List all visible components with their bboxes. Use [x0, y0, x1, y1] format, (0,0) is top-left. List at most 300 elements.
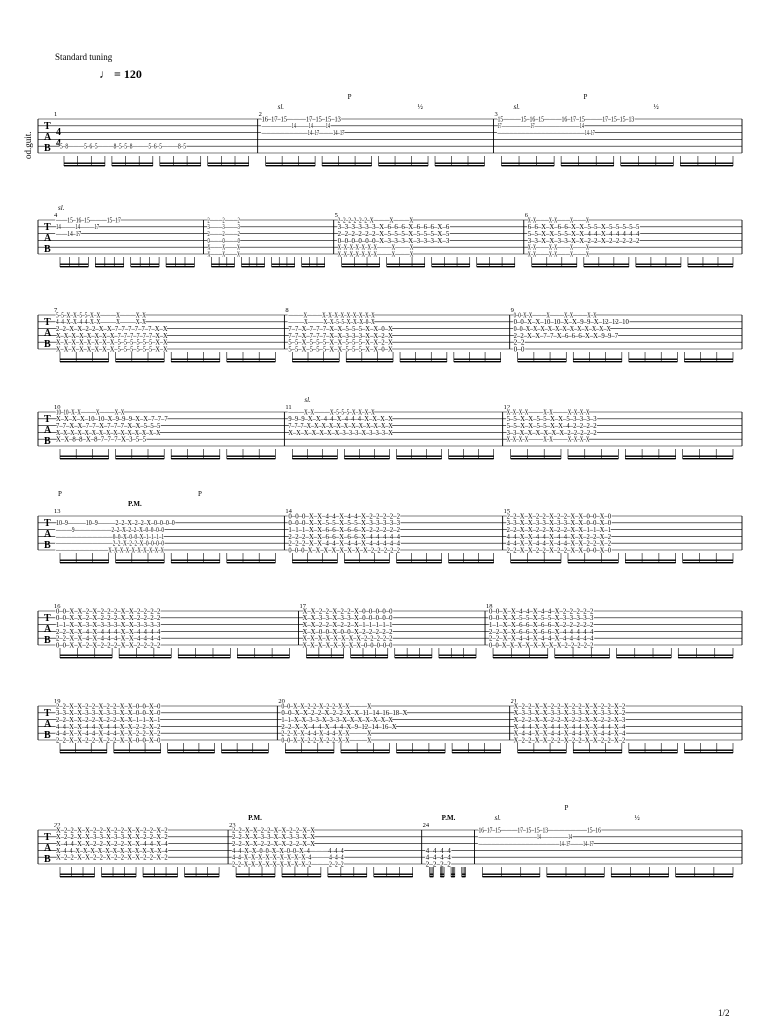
fret-numbers: 2———2———2 [207, 216, 241, 225]
beam [454, 359, 501, 360]
beam [451, 874, 455, 875]
fret-numbers: 0–0–0–0–0–0–X–3–3–3–X–3–3–3–X–3 [337, 236, 450, 245]
fret-numbers: X–X–X–X–X–X–X–3–3–3–X–3–3–3–X [288, 428, 393, 437]
fret-numbers: 9–9–9–X–X–4–4–X–4–4–4–X–X–X–X [288, 415, 393, 424]
beam [171, 359, 220, 360]
beam [227, 361, 276, 362]
tab-clef-letter: B [44, 436, 51, 447]
fret-numbers: 4–4–4–4 [425, 853, 452, 862]
beam [237, 655, 289, 656]
tab-system [38, 204, 742, 267]
measure-number: 8 [285, 307, 289, 314]
beam [116, 562, 165, 563]
beam [435, 163, 484, 164]
beam [344, 562, 389, 563]
beam [346, 359, 393, 360]
articulation-mark: P.M. [248, 814, 262, 822]
fret-numbers: X–X–X–X–X–X–X———X———X [337, 243, 414, 252]
fret-numbers: 7–7–7–X–X–X–X–X–X–X–X–X–X–X–X [288, 422, 393, 430]
tab-clef-letter: T [44, 832, 51, 843]
fret-numbers: ———X———X–X–X–X–X–X–X–X–X [287, 311, 375, 320]
tab-clef-letter: T [44, 121, 51, 132]
measure-number: 12 [503, 404, 511, 411]
beam [678, 655, 733, 656]
fret-numbers: 2–2–X–X–3–3–X–X–3–3–X–X [232, 833, 315, 842]
fret-numbers: 0–0–X–X–2–2–X–2–2–X–X———X [281, 702, 372, 711]
fret-numbers: X–2–2–X–X–2–2–X–2–2–X–X–2–2–X–2 [56, 826, 169, 835]
fret-numbers: 1–1–X–X–3–X–3–3–3–X–X–3–3–3–3 [56, 621, 161, 629]
beam [171, 456, 220, 457]
articulation-mark: sl. [494, 814, 501, 822]
fret-numbers: 2–2–X–X–2–2–X–X–2–2–X–X [232, 826, 315, 835]
beam [501, 163, 554, 164]
beam [676, 874, 733, 875]
beam [342, 266, 380, 267]
beam [60, 752, 107, 753]
beam [629, 750, 678, 751]
tempo-value: = 120 [114, 67, 142, 81]
beam [430, 874, 434, 875]
beam [400, 359, 447, 360]
beam [568, 562, 618, 563]
tab-system [38, 490, 742, 563]
fret-numbers: 2–2–X–X–2–2–X–2–2–X–X–0–0–X–0 [506, 546, 612, 555]
fret-numbers: 2———2———2 [207, 230, 241, 238]
tab-clef-letter: A [44, 624, 52, 635]
tab-clef-letter: T [44, 414, 51, 425]
fret-numbers: X–4–4–X–X–4–4–X–4–4–X–X–4–4–X–4 [513, 722, 626, 731]
beam [160, 163, 201, 164]
fret-numbers: 3–3–X–X–3–3–X–X–2–2–X–2–2–2–2–2 [527, 236, 640, 245]
beam [211, 264, 234, 265]
beam [432, 266, 470, 267]
beam [454, 361, 501, 362]
fret-numbers: 17———————17———————————14 [497, 122, 585, 131]
fret-numbers: 4–4–X–X–0–0–X–X–0–0–X–4———4–4–4 [232, 846, 345, 855]
beam [435, 165, 484, 166]
tab-system [38, 396, 742, 459]
beam [449, 560, 494, 561]
measure-number: 14 [285, 508, 292, 515]
beam [341, 750, 390, 751]
fret-numbers: 3–3–3–3–3–3–X–6–6–6–X–6–6–6–X–6 [337, 223, 450, 232]
beam [60, 359, 109, 360]
beam [511, 560, 561, 561]
time-signature-top: 4 [56, 127, 61, 138]
fret-numbers: 2–2–2–2–2–2–X———X———X [337, 216, 414, 225]
beam [395, 655, 432, 656]
beam [680, 165, 733, 166]
measure-number: 18 [486, 603, 493, 610]
tab-clef-letter: A [44, 328, 52, 339]
articulation-mark: ½ [417, 103, 423, 111]
fret-numbers: 7–7–X–X–7–7–X–7–7–7–X–X–5–5–5 [56, 422, 161, 430]
beam [95, 264, 123, 265]
beam [171, 560, 220, 561]
fret-numbers: 4–4–X–X–4–4–X–4–4–X–X–2–2–X–2 [56, 729, 161, 738]
beam [282, 876, 321, 877]
fret-numbers: 5–5–X–X–5–5–X–X–5–3–3–3–3 [506, 415, 598, 424]
fret-numbers: X–4–4–X–X–2–2–X–2–2–X–X–4–4–X–4 [56, 840, 169, 848]
fret-numbers: X–X–8–8–X–8–7–7–7–X–3–5–5 [56, 435, 147, 444]
beam [227, 458, 276, 459]
fret-numbers: 2–2–X–X–2–2–X–2–2–X–X–0–0–X–0 [56, 702, 161, 711]
fret-numbers: 0–0–X–X–X–X–X–X–X–X–2–2–2–2–2 [489, 641, 594, 650]
fret-numbers: 2–2–X–X–2–2–X–X–2–2–X–X [232, 840, 315, 848]
beam [237, 657, 289, 658]
fret-numbers: 10–10–X–X———X———X–X [56, 408, 125, 417]
beam [449, 562, 494, 563]
beam [328, 874, 367, 875]
measure-number: 13 [54, 508, 61, 515]
beam [683, 456, 733, 457]
beam [374, 876, 413, 877]
measure-number: 5 [334, 212, 338, 219]
tab-clef-letter: T [44, 317, 51, 328]
measure-number: 2 [258, 111, 262, 118]
fret-numbers: 16–17–15———17–15–15–13———————15–16 [478, 826, 602, 835]
fret-numbers: X–2–2–X–X–2–2–X–2–2–X–X–2–2–X–3 [513, 716, 626, 724]
beam [322, 163, 371, 164]
measure-number: 1 [54, 111, 58, 118]
fret-numbers: ———9———————2–2–X–2–2–X–0–0–0–0 [55, 526, 165, 534]
beam [684, 750, 733, 751]
beam [611, 874, 668, 875]
fret-numbers: 7–7–X–7–7–7–X–X–3–3–3–X–X–2–X [288, 331, 393, 340]
measure-number: 22 [54, 822, 61, 829]
beam [462, 876, 466, 877]
beam [629, 752, 678, 753]
beam [397, 750, 446, 751]
fret-numbers: 4–4–X–X–4–4–X–X———X———X–X [56, 318, 146, 327]
fret-numbers: 2–2–2–X–X–6–6–X–6–6–X–4–4–4–4–4 [288, 532, 401, 541]
beam [236, 876, 275, 877]
beam [116, 456, 165, 457]
beam [621, 165, 674, 166]
beam [302, 266, 325, 267]
fret-numbers: 0–0–X–X–2–X–2–2–2–X–X–2–2–2–2 [56, 614, 161, 623]
beam [573, 359, 622, 360]
fret-numbers: 5–5–X–X–5–5–X–X———X———X–X [56, 311, 146, 320]
beam [171, 458, 220, 459]
beam [168, 750, 215, 751]
beam [688, 264, 733, 265]
beam [625, 456, 675, 457]
beam [625, 562, 675, 563]
beam [501, 165, 554, 166]
tab-clef-letter: B [44, 730, 51, 741]
beam [617, 655, 672, 656]
fret-numbers: 0–0–X–X–10–10–X–X–9–9–X–12–12–10 [513, 318, 630, 327]
measure-number: 24 [422, 822, 430, 829]
fret-numbers: X–2–2–X–X–2–2–X–2–2–X–X–2–2–X–2 [513, 736, 626, 745]
fret-numbers: X–4–4–X–X–4–4–X–4–4–X–X–4–4–X–4 [513, 729, 626, 738]
beam [60, 657, 112, 658]
fret-numbers: 14———14———17 [56, 223, 100, 232]
fret-numbers: 2–2–X–X–6–6–X–6–6–X–4–4–4–4–4 [489, 627, 594, 636]
beam [119, 657, 171, 658]
fret-numbers: ——14–17 [55, 230, 82, 238]
beam [518, 752, 567, 753]
measure-number: 4 [54, 212, 58, 219]
beam [60, 361, 109, 362]
fret-numbers: X–X–X–X–X–X–X–X–X–X–X–X–X–X–X [56, 428, 161, 437]
fret-numbers: 2–2–X–X–4–X–4–4–4–X–X–4–4–4–4 [56, 634, 161, 643]
measure-number: 11 [285, 404, 292, 411]
beam [306, 657, 343, 658]
beam [684, 359, 733, 360]
beam [439, 655, 476, 656]
beam [625, 458, 675, 459]
beam [397, 560, 442, 561]
beam [351, 657, 388, 658]
beam [166, 266, 194, 267]
articulation-mark: ½ [653, 103, 659, 111]
beam [439, 657, 476, 658]
beam [684, 752, 733, 753]
beam [440, 876, 444, 877]
tab-clef-letter: B [44, 244, 51, 255]
beam [621, 163, 674, 164]
fret-numbers: X–4–4–X–X–X–X–X–X–X–X–X–X–X–X–4 [56, 846, 169, 855]
beam [683, 458, 733, 459]
beam [112, 165, 153, 166]
fret-numbers: ———————————————————14–17———14–17 [477, 840, 594, 848]
beam [292, 361, 339, 362]
beam [683, 560, 733, 561]
fret-numbers: 10–9———10–9———2–2–X–2–2–X–0–0–0–0 [56, 519, 176, 528]
tab-clef-letter: B [44, 635, 51, 646]
beam [344, 458, 389, 459]
beam [60, 655, 112, 656]
beam [60, 456, 109, 457]
beam [568, 456, 618, 457]
fret-numbers: ———————————0–0–X–0–0–X–1–1–1–1 [55, 532, 165, 541]
beam [60, 874, 95, 875]
beam [532, 264, 577, 265]
fret-numbers: X–X–X–X———X–X———X–X–X–X [506, 408, 590, 417]
fret-numbers: X–2–2–X–X–2–2–X–2–2–X–X–2–2–X–2 [513, 702, 626, 711]
fret-numbers: 2–2–X–X–4–4–X–4–4–X–4–4–4–4–4 [489, 634, 594, 643]
fret-numbers: X–X———X–X———X———X [527, 243, 589, 252]
beam [452, 752, 501, 753]
fret-numbers: 0–0–X–X–5–5–X–5–5–X–3–3–3–3–3 [489, 614, 594, 623]
articulation-mark: sl. [58, 204, 65, 212]
beam [561, 163, 614, 164]
fret-numbers: X–X–X–X–X–X–X–X–2–2–2–2–2 [302, 634, 393, 643]
fret-numbers: 3———3———3 [207, 223, 241, 232]
beam [518, 361, 567, 362]
beam [397, 456, 442, 457]
fret-numbers: 15———15–16–15———16–17–15———17–15–15–13 [497, 115, 635, 124]
articulation-mark: P.M. [441, 814, 456, 822]
beam [60, 562, 109, 563]
beam [611, 876, 668, 877]
articulation-mark: sl. [304, 396, 311, 404]
beam [131, 266, 159, 267]
fret-numbers: X–X–X–X———X–X———X–X–X–X [506, 435, 590, 444]
beam [171, 361, 220, 362]
beam [236, 874, 275, 875]
articulation-mark: sl. [513, 103, 520, 111]
beam [60, 264, 88, 265]
beam [617, 657, 672, 658]
beam [178, 655, 230, 656]
beam [242, 266, 265, 267]
beam [292, 458, 337, 459]
measure-number: 16 [54, 603, 61, 610]
beam [292, 562, 337, 563]
beam [143, 874, 178, 875]
measure-number: 9 [510, 307, 514, 314]
fret-numbers: 7–7–X–7–7–7–X–X–5–5–5–X–X–0–X [288, 325, 393, 333]
beam [282, 874, 321, 875]
beam [64, 163, 105, 164]
beam [222, 750, 269, 751]
fret-numbers: X–X–0–0–X–0–0–X–2–2–2–2–2 [302, 627, 393, 636]
beam [397, 458, 442, 459]
beam [379, 163, 428, 164]
beam [285, 750, 334, 751]
tab-clef-letter: A [44, 529, 52, 540]
beam [211, 266, 234, 267]
fret-numbers: 5–5–X–X–5–5–X–X–4–4–X–4–4–4–4–4 [527, 230, 640, 238]
articulation-mark: P [198, 490, 202, 498]
fret-numbers: ——————————14–17———14–17 [260, 129, 345, 137]
beam [555, 657, 610, 658]
beam [547, 874, 604, 875]
beam [683, 562, 733, 563]
beam [584, 264, 629, 265]
beam [64, 165, 105, 166]
fret-numbers: 3–3–X–X–X–X–X–X–2–2–2–2–2 [506, 428, 598, 437]
fret-numbers: 2–2–X–X–2–2–X–2–2–X–X–1–1–X–1 [56, 716, 161, 724]
beam [266, 165, 315, 166]
beam [60, 266, 88, 267]
beam [178, 657, 230, 658]
fret-numbers: X–X–X–X–X–X–X–X–5–5–5–5–5–5–X–X [56, 345, 168, 354]
tab-system [38, 603, 742, 658]
measure-number: 17 [299, 603, 306, 610]
beam [227, 456, 276, 457]
articulation-mark: P [564, 804, 569, 812]
fret-numbers: 3–3–X–X–3–3–X–3–3–X–X–0–0–X–0 [506, 519, 612, 528]
articulation-mark: P.M. [128, 500, 142, 508]
fret-numbers: X–X–2–2–X–2–2–X–1–1–1–1–1 [302, 621, 393, 629]
beam [573, 752, 622, 753]
fret-numbers: 2–2–X–X–X–X–X–X–X–X–X–2———2–2–2 [232, 860, 345, 869]
fret-numbers: X–X–X–X–X–X–X–X–0–0–0–0–0 [302, 641, 393, 650]
fret-numbers: 5–8———5–6–5———8–5–5–8———5–6–5———8–5 [60, 142, 187, 151]
beam [116, 359, 165, 360]
beam [272, 264, 295, 265]
beam [341, 752, 390, 753]
fret-numbers: 4–4–X–X–4–4–X–4–4–X–X–2–2–X–2 [56, 722, 161, 731]
fret-numbers: 0–0–0–X–X–X–X–X–X–X–X–2–2–2–2–2 [288, 546, 401, 555]
beam [60, 560, 109, 561]
beam [102, 874, 137, 875]
beam [477, 266, 515, 267]
tab-clef-letter: A [44, 132, 52, 143]
beam [395, 657, 432, 658]
beam [60, 750, 107, 751]
beam [676, 876, 733, 877]
beam [449, 458, 494, 459]
articulation-mark: sl. [277, 103, 285, 111]
beam [555, 655, 610, 656]
quarter-note-icon: ♩ [99, 67, 111, 81]
articulation-mark: P [58, 490, 62, 498]
beam [561, 165, 614, 166]
beam [547, 876, 604, 877]
tab-clef-letter: T [44, 518, 51, 529]
beam [379, 165, 428, 166]
fret-numbers: 0–0–X–X–2–X–2–2–2–X–X–2–2–2–2 [56, 641, 161, 650]
fret-numbers: ———————14———14———14 [261, 122, 331, 131]
beam [95, 266, 123, 267]
fret-numbers: 2–2–X–X–2–2–X–2–2–X–X–0–0–X–0 [506, 512, 612, 521]
fret-numbers: ———————————2–2–X–2–2–X–0–0–0–0 [55, 539, 165, 548]
beam [116, 560, 165, 561]
beam [397, 562, 442, 563]
beam [292, 560, 337, 561]
tab-clef-letter: B [44, 540, 51, 551]
fret-numbers: 2–2–X–X–2–2–X–2–2–X–X–1–1–X–1 [506, 526, 612, 534]
fret-numbers: X–X–X–X–10–10–X–9–9–9–X–X–7–7–7 [56, 415, 169, 424]
beam [342, 264, 380, 265]
beam [168, 752, 215, 753]
beam [166, 264, 194, 265]
beam [292, 456, 337, 457]
fret-numbers: 2–2–X–X–4–X–4–4–4–X–X–4–4–4–4 [56, 627, 161, 636]
fret-numbers: 0–0–X–X–X–X–X–X–X–X–X–X–X–X [513, 325, 611, 333]
fret-numbers: 0–0 [513, 345, 525, 354]
beam [222, 752, 269, 753]
tab-clef-letter: B [44, 339, 51, 350]
beam [449, 456, 494, 457]
beam [116, 361, 165, 362]
beam [532, 266, 577, 267]
beam [451, 876, 455, 877]
tab-clef-letter: A [44, 425, 52, 436]
fret-numbers: X———X———X [207, 243, 240, 252]
fret-numbers: 0–0–X–X———X———X–X———X–X [513, 311, 597, 320]
beam [493, 657, 548, 658]
beam [285, 752, 334, 753]
beam [306, 655, 343, 656]
beam [116, 458, 165, 459]
beam [328, 876, 367, 877]
time-signature-bottom: 4 [56, 138, 61, 149]
fret-numbers: 0–0–X–X–2–2–X–2–2–X–X———X [281, 736, 372, 745]
beam [573, 361, 622, 362]
fret-numbers: ———————————X–X–X–X–X–X–X–X–X–X [55, 546, 164, 555]
fret-numbers: 0–0–X–X–2–X–2–2–2–X–X–2–2–2–2 [56, 607, 161, 616]
fret-numbers: 2–2–X–X–2–2–X–2–2–X–X–0–0–X–0 [56, 736, 161, 745]
beam [400, 361, 447, 362]
beam [629, 361, 678, 362]
beam [208, 165, 249, 166]
beam [302, 264, 325, 265]
beam [511, 458, 561, 459]
beam [242, 264, 265, 265]
beam [482, 876, 539, 877]
fret-numbers: ———————————————14———————14 [477, 833, 573, 842]
beam [430, 876, 434, 877]
beam [60, 876, 95, 877]
fret-numbers: 3–3–X–X–3–3–X–3–3–X–X–0–0–X–0 [56, 709, 161, 718]
fret-numbers: 2–2–X–X–4–4–X–4–4–X–9–12–14–16–X [281, 722, 397, 731]
